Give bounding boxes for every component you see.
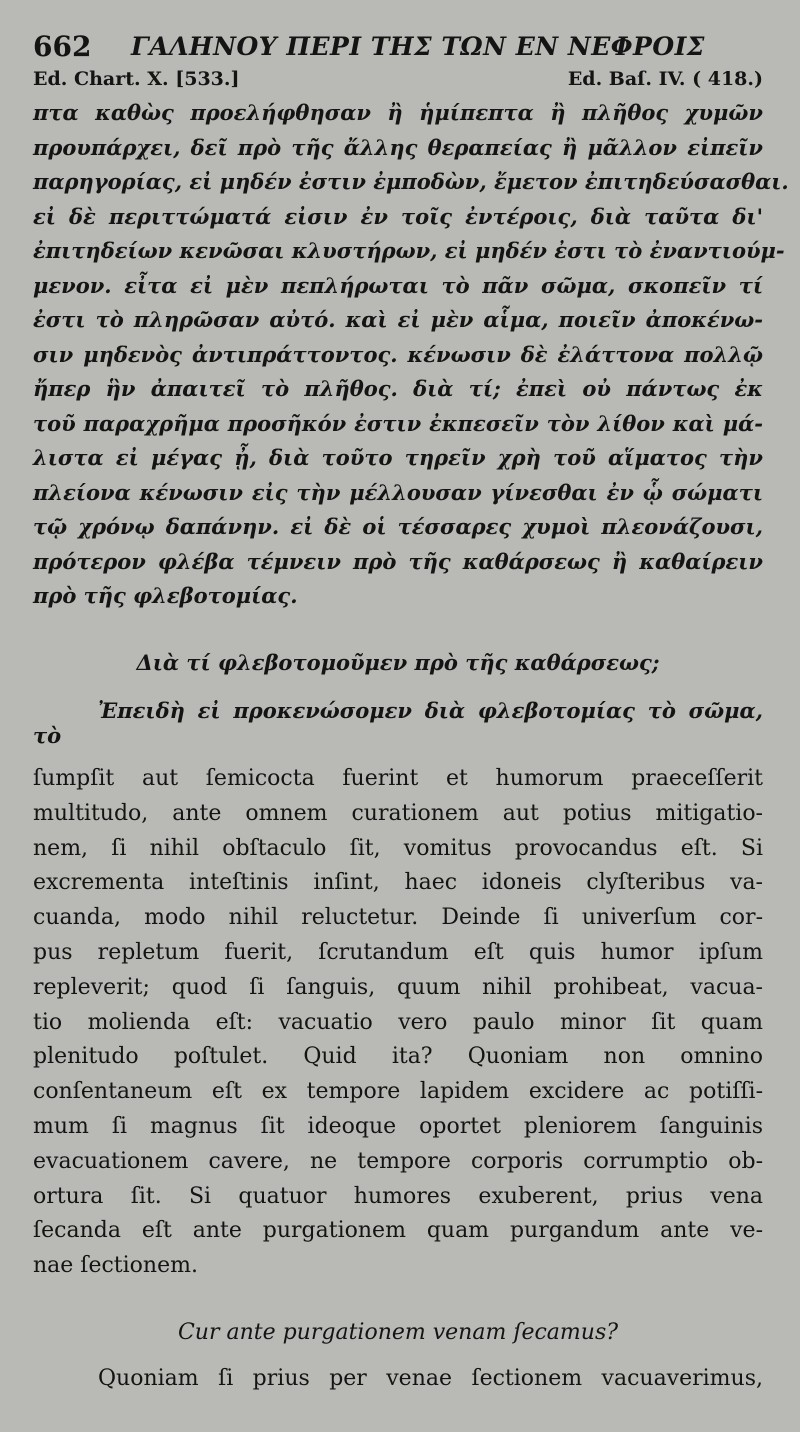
latin-line: pus repletum fuerit, ſcrutandum eſt quis humor ipſum	[33, 939, 763, 965]
edition-basel-reference: Ed. Baſ. IV. ( 418.)	[567, 68, 763, 90]
greek-line: πρότερον φλέβα τέμνειν πρὸ τῆς καθάρσεως ἢ καθαίρειν	[33, 548, 763, 574]
latin-line: mum ſi magnus ſit ideoque oportet pleniorem ſanguinis	[33, 1113, 763, 1139]
greek-line: ἐπιτηδείων κενῶσαι κλυστήρων, εἰ μηδέν ἐστι τὸ ἐναντιούμ-	[33, 238, 785, 263]
greek-line: λιστα εἰ μέγας ᾖ, διὰ τοῦτο τηρεῖν χρὴ τοῦ αἵματος τὴν	[33, 445, 763, 470]
greek-line: προυπάρχει, δεῖ πρὸ τῆς ἄλλης θεραπείας ἢ μᾶλλον εἰπεῖν	[33, 134, 763, 160]
latin-line: nae ſectionem.	[33, 1253, 198, 1279]
latin-line: plenitudo poſtulet. Quid ita? Quoniam non omnino	[33, 1044, 763, 1070]
greek-paragraph-start: Ἐπειδὴ εἰ προκενώσομεν διὰ φλεβοτομίας τὸ σῶμα, τὸ	[33, 698, 763, 748]
latin-line: ortura ſit. Si quatuor humores exuberent, prius vena	[33, 1183, 763, 1209]
latin-line: evacuationem cavere, ne tempore corporis corrumptio ob-	[33, 1148, 763, 1174]
edition-reference-row	[33, 68, 763, 96]
greek-text-block	[33, 96, 789, 614]
greek-line: σιν μηδενὸς ἀντιπράττοντος. κένωσιν δὲ ἐλάττονα πολλῷ	[33, 341, 763, 367]
page-header	[33, 30, 773, 64]
greek-line: τοῦ παραχρῆμα προσῆκόν ἐστιν ἐκπεσεῖν τὸν λίθον καὶ μά-	[33, 410, 763, 436]
greek-line: εἰ δὲ περιττώματά εἰσιν ἐν τοῖς ἐντέροις, διὰ ταῦτα δι'	[33, 203, 763, 229]
running-title: ΓΑΛΗΝΟΥ ΠΕΡΙ ΤΗΣ ΤΩΝ ΕΝ ΝΕΦΡΟΙΣ	[131, 32, 705, 61]
latin-line: ſecanda eſt ante purgationem quam purgandum ante ve-	[33, 1218, 763, 1244]
latin-line: excrementa inteſtinis inſint, haec idoneis clyſteribus va-	[33, 870, 763, 896]
greek-line: παρηγορίας, εἰ μηδέν ἐστιν ἐμποδὼν, ἔμετον ἐπιτηδεύσασθαι.	[33, 169, 789, 194]
latin-line: tio molienda eſt: vacuatio vero paulo minor ſit quam	[33, 1009, 763, 1035]
latin-line: repleverit; quod ſi ſanguis, quum nihil prohibeat, vacua-	[33, 974, 763, 1000]
greek-line: ἐστι τὸ πληρῶσαν αὐτό. καὶ εἰ μὲν αἷμα, ποιεῖν ἀποκένω-	[33, 307, 763, 332]
latin-line: conſentaneum eſt ex tempore lapidem excidere ac potiſſi-	[33, 1079, 763, 1105]
page-number: 662	[33, 30, 92, 63]
latin-line: cuanda, modo nihil reluctetur. Deinde ſi univerſum cor-	[33, 905, 763, 931]
latin-paragraph-start: Quoniam ſi prius per venae ſectionem vacuaverimus,	[98, 1366, 763, 1391]
latin-line: ſumpſit aut ſemicocta fuerint et humorum praeceſſerit	[33, 766, 763, 791]
latin-text-block	[33, 762, 763, 1284]
greek-line: ἤπερ ἣν ἀπαιτεῖ τὸ πλῆθος. διὰ τί; ἐπεὶ οὐ πάντως ἐκ	[33, 376, 763, 401]
latin-section-heading: Cur ante purgationem venam ſecamus?	[177, 1320, 619, 1345]
edition-chartier-reference: Ed. Chart. X. [533.]	[33, 68, 240, 90]
greek-line: μενον. εἶτα εἰ μὲν πεπλήρωται τὸ πᾶν σῶμα, σκοπεῖν τί	[33, 272, 763, 298]
greek-line: τῷ χρόνῳ δαπάνην. εἰ δὲ οἱ τέσσαρες χυμοὶ πλεονάζουσι,	[33, 514, 763, 539]
greek-line: πρὸ τῆς φλεβοτομίας.	[33, 583, 298, 608]
greek-line: πλείονα κένωσιν εἰς τὴν μέλλουσαν γίνεσθαι ἐν ᾧ σώματι	[33, 479, 763, 505]
greek-section-heading: Διὰ τί φλεβοτομοῦμεν πρὸ τῆς καθάρσεως;	[136, 650, 660, 675]
greek-line: πτα καθὼς προελήφθησαν ἢ ἡμίπεπτα ἢ πλῆθος χυμῶν	[33, 100, 763, 125]
latin-line: multitudo, ante omnem curationem aut potius mitigatio-	[33, 800, 763, 826]
latin-line: nem, ſi nihil obſtaculo ſit, vomitus provocandus eſt. Si	[33, 835, 763, 861]
